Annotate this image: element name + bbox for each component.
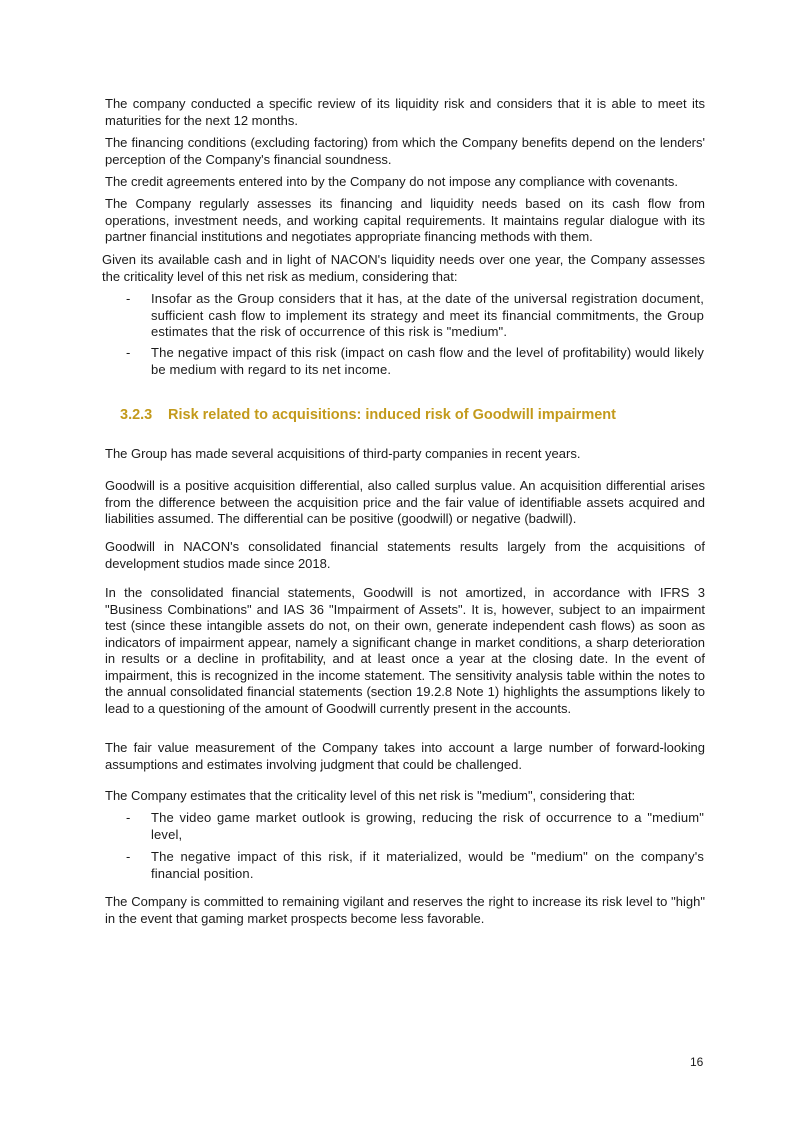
paragraph-impairment-test: In the consolidated financial statements, Goodwill is not amortized, in accordance with IFRS 3 "Business Combinations" and IAS 36 "Impairment of Assets". It is, however, subject to an impairment test (since these intangible assets do not, on their own, generate independent cash flows) as soon as indicators of impairment appear, namely a significant change in market conditions, a sharp deterioration in results or a decline in profitability, and at least once a year at the closing date. In the event of impairment, this is recognized in the income statement. The sensitivity analysis table within the notes to the annual consolidated financial statements (section 19.2.8 Note 1) highlights the assumptions likely to lead to a questioning of the amount of Goodwill currently present in the accounts. (105, 585, 705, 716)
paragraph-vigilance: The Company is committed to remaining vigilant and reserves the right to increase its risk level to "high" in the event that gaming market prospects become less favorable. (105, 894, 705, 926)
bullet-dash: - (126, 849, 131, 864)
bullet-text: The video game market outlook is growing, reducing the risk of occurrence to a "medium" level, (151, 810, 704, 842)
bullet-dash: - (126, 810, 131, 825)
paragraph-liquidity-criticality: Given its available cash and in light of NACON's liquidity needs over one year, the Company assesses the criticality level of this net risk as medium, considering that: (102, 252, 705, 284)
section-heading (120, 406, 616, 424)
paragraph-financing-conditions: The financing conditions (excluding factoring) from which the Company benefits depend on the lenders' perception of the Company's financial soundness. (105, 135, 705, 167)
bullet-text: The negative impact of this risk, if it materialized, would be "medium" on the company's financial position. (151, 849, 704, 881)
paragraph-covenants: The credit agreements entered into by the Company do not impose any compliance with covenants. (105, 174, 679, 189)
paragraph-goodwill-criticality: The Company estimates that the criticality level of this net risk is "medium", considering that: (105, 788, 636, 803)
paragraph-fair-value: The fair value measurement of the Company takes into account a large number of forward-looking assumptions and estimates involving judgment that could be challenged. (105, 740, 705, 772)
bullet-dash: - (126, 345, 131, 360)
paragraph-goodwill-definition: Goodwill is a positive acquisition differential, also called surplus value. An acquisition differential arises from the difference between the acquisition price and the fair value of identifiable assets acquired and liabilities assumed. The differential can be positive (goodwill) or negative (badwill). (105, 478, 705, 526)
section-number: 3.2.3 (120, 407, 153, 423)
paragraph-goodwill-origin: Goodwill in NACON's consolidated financial statements results largely from the acquisitions of development studios made since 2018. (105, 539, 705, 571)
paragraph-acquisitions: The Group has made several acquisitions of third-party companies in recent years. (105, 446, 581, 461)
page-number: 16 (690, 1055, 704, 1069)
paragraph-liquidity-review: The company conducted a specific review of its liquidity risk and considers that it is able to meet its maturities for the next 12 months. (105, 96, 705, 128)
bullet-text: Insofar as the Group considers that it has, at the date of the universal registration document, sufficient cash flow to implement its strategy and meet its financial commitments, the Group estimates that the risk of occurrence of this risk is "medium". (151, 291, 704, 339)
bullet-text: The negative impact of this risk (impact on cash flow and the level of profitability) would likely be medium with regard to its net income. (151, 345, 704, 377)
section-title: Risk related to acquisitions: induced risk of Goodwill impairment (168, 407, 616, 423)
bullet-dash: - (126, 291, 131, 306)
paragraph-financing-needs: The Company regularly assesses its financing and liquidity needs based on its cash flow from operations, investment needs, and working capital requirements. It maintains regular dialogue with its partner financial institutions and negotiates appropriate financing methods with them. (105, 196, 705, 244)
